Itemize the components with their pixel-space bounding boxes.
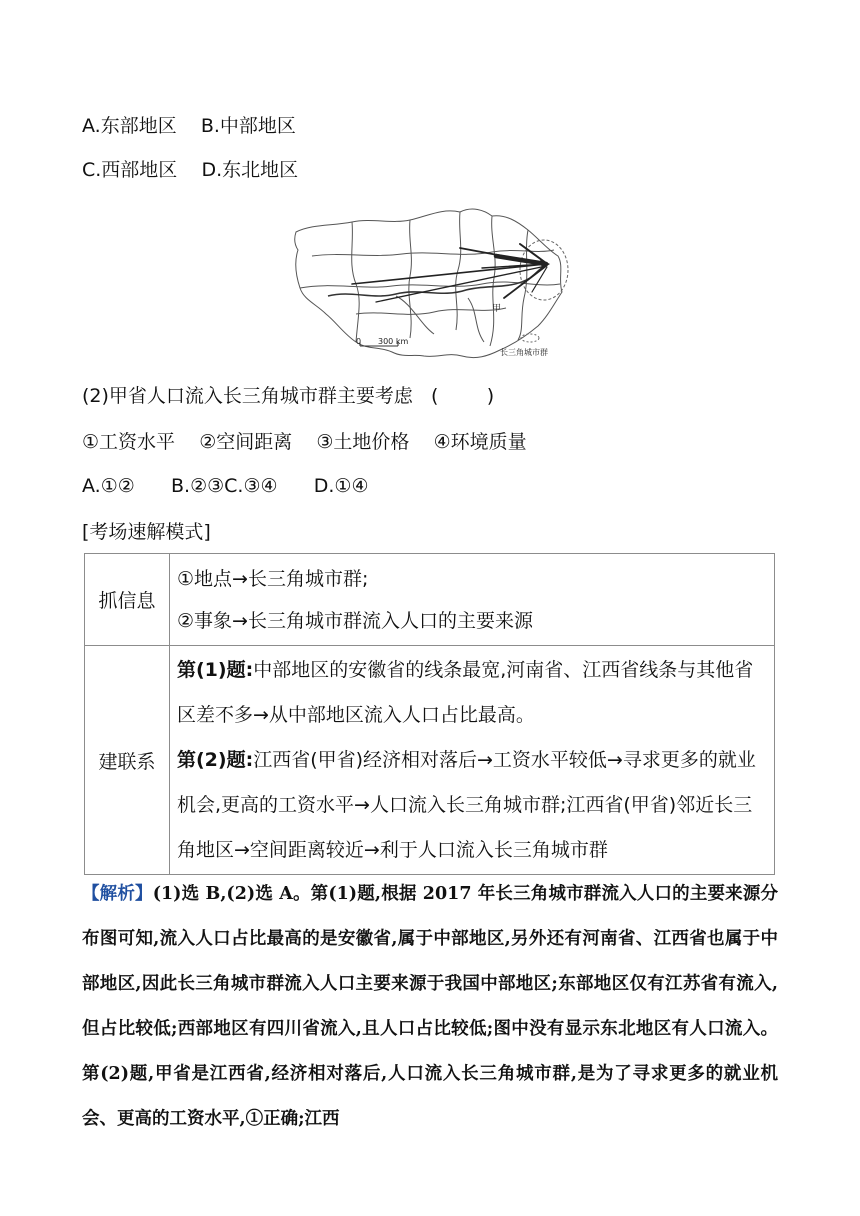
question2-options: A.①② B.②③C.③④ D.①④ [82,475,369,497]
legend-label: 长三角城市群 [500,348,548,357]
scale-label: 300 km [378,337,409,346]
mode-title: [考场速解模式] [82,521,211,543]
solution-table [84,553,775,875]
analysis-tag: 【解析】 [82,884,153,904]
legend-symbol [521,334,539,342]
info-line-1: ①地点→长三角城市群; [177,567,369,590]
row-head-grab-info: 抓信息 [85,554,170,646]
link-label-2: 第(2)题: [177,748,254,771]
table-row [85,554,775,646]
migration-map [292,204,574,362]
question2-stem: (2)甲省人口流入长三角城市群主要考虑 ( ) [82,385,495,407]
row-body-build-link [170,646,775,875]
flow-chongqing [376,266,546,302]
river [328,264,548,296]
link-label-1: 第(1)题: [177,658,254,681]
info-line-2: ②事象→长三角城市群流入人口的主要来源 [177,609,533,632]
question2-choices: ①工资水平 ②空间距离 ③土地价格 ④环境质量 [82,431,527,453]
question1-options-line1: A.东部地区 B.中部地区 [82,115,296,137]
link-paragraph-1 [177,648,768,738]
analysis-text: (1)选 B,(2)选 A。第(1)题,根据 2017 年长三角城市群流入人口的主要来源分布图可知,流入人口占比最高的是安徽省,属于中部地区,另外还有河南省、江西省也属于中部地区,因此长三角城市群流入人口主要来源于我国中部地区;东部地区仅有江苏省有流入,但占比较低;西部地区有四川省流入,且人口占比较低;图中没有显示东北地区有人口流入。第(2)题,甲省是江西省,经济相对落后,人口流入长三角城市群,是为了寻求更多的就业机会、更高的工资水平,①正确;江西 [82,884,778,1129]
flow-sichuan [352,264,546,284]
row-head-build-link: 建联系 [85,646,170,875]
province-label-jia: 甲 [492,304,502,314]
link-paragraph-2 [177,738,768,873]
row-body-grab-info [170,554,775,646]
table-row [85,646,775,875]
link-text-1: 中部地区的安徽省的线条最宽,河南省、江西省线条与其他省区差不多→从中部地区流入人口占比最高。 [177,658,754,726]
question1-options-line2: C.西部地区 D.东北地区 [82,159,299,181]
analysis-paragraph [82,872,778,1142]
scale-zero: 0 [356,337,362,346]
link-text-2: 江西省(甲省)经济相对落后→工资水平较低→寻求更多的就业机会,更高的工资水平→人口流入长三角城市群;江西省(甲省)邻近长三角地区→空间距离较近→利于人口流入长三角城市群 [177,748,756,861]
